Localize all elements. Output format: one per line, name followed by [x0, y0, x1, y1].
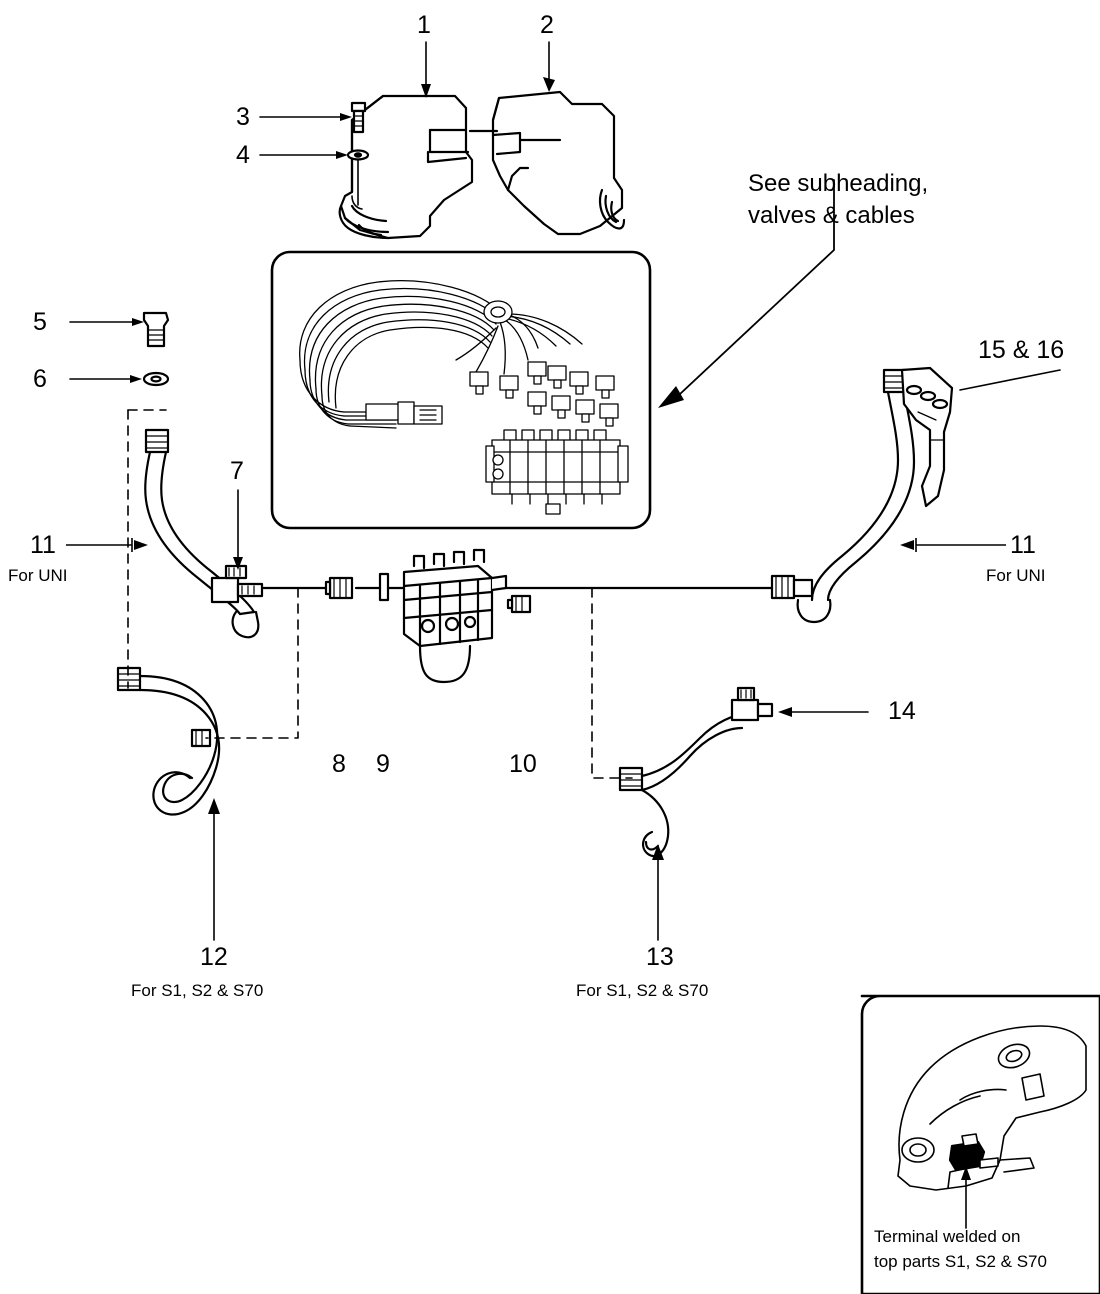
- callout-1: 1: [417, 11, 431, 39]
- callout-4: 4: [236, 141, 250, 169]
- callout-5: 5: [33, 308, 47, 336]
- callout-13: 13: [646, 943, 674, 971]
- note-for-uni-left: For UNI: [8, 566, 68, 585]
- callout-9: 9: [376, 750, 390, 778]
- callout-11-left: 11: [30, 531, 56, 559]
- callout-15-16: 15 & 16: [978, 336, 1065, 364]
- callout-12: 12: [200, 943, 228, 971]
- callout-14: 14: [888, 697, 916, 725]
- note-terminal-line1: Terminal welded on: [874, 1227, 1021, 1246]
- note-for-s-right: For S1, S2 & S70: [576, 981, 709, 1000]
- callout-7: 7: [230, 457, 244, 485]
- callout-3: 3: [236, 103, 250, 131]
- note-for-uni-right: For UNI: [986, 566, 1046, 585]
- callout-11-right: 11: [1010, 531, 1036, 559]
- callout-6: 6: [33, 365, 47, 393]
- callout-10: 10: [509, 750, 537, 778]
- note-see-subheading-line2: valves & cables: [748, 202, 915, 229]
- note-for-s-left: For S1, S2 & S70: [131, 981, 264, 1000]
- callout-8: 8: [332, 750, 346, 778]
- callout-2: 2: [540, 11, 554, 39]
- note-terminal-line2: top parts S1, S2 & S70: [874, 1252, 1047, 1271]
- note-see-subheading-line1: See subheading,: [748, 170, 929, 197]
